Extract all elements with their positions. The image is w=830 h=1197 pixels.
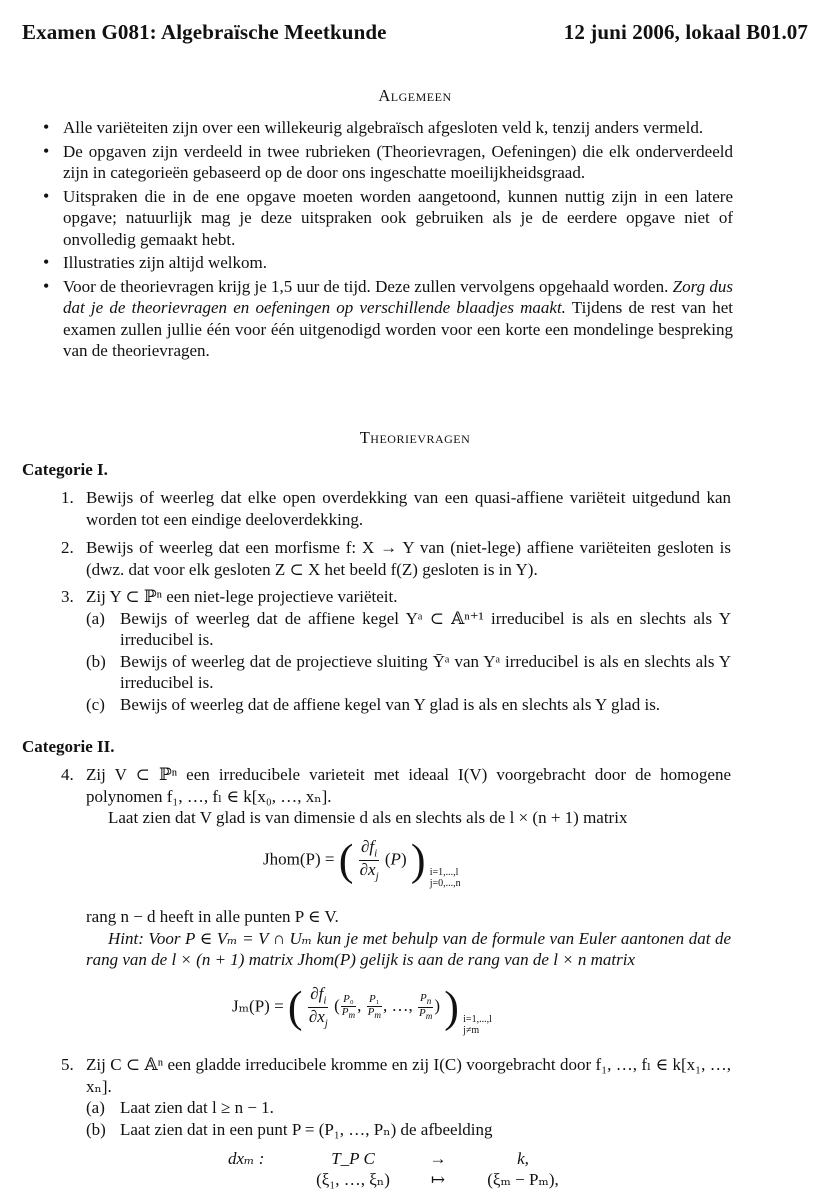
map-element: (ξ₁, …, ξₙ) — [316, 1170, 390, 1189]
category-2-heading: Categorie II. — [22, 737, 115, 756]
subquestion-3b — [86, 651, 731, 694]
subquestion-text: Bewijs of weerleg dat de projectieve sluiting Ȳᵃ van Yᵃ irreducibel is als en slechts als Y irreducibel is. — [120, 651, 731, 692]
index-range: i=1,...,l — [463, 1014, 492, 1026]
formula-lhs: Jhom(P) = — [263, 849, 335, 869]
subquestion-label: (b) — [86, 1119, 106, 1139]
partial-fraction: $\frac{\partial f_i}{\partial x_j}$ — [308, 984, 328, 1030]
right-paren: ) — [410, 835, 426, 885]
general-heading: Algemeen — [378, 86, 452, 105]
subquestion-3a — [86, 608, 731, 651]
right-paren: ) — [444, 982, 459, 1032]
general-item: • Uitspraken die in de ene opgave moeten worden aangetoond, kunnen nuttig zijn in een latere opgave; natuurlijk mag je deze uitspraken ook gebruiken als je de eerdere opgave niet of onvolledig gemaakt hebt. — [63, 186, 733, 251]
dxm-map — [228, 1148, 578, 1190]
question-5 — [61, 1054, 731, 1140]
formula-arg: (P) — [384, 849, 407, 869]
subquestion-label: (a) — [86, 1098, 105, 1117]
general-item: • Alle variëteiten zijn over een willekeurig algebraïsch afgesloten veld k, tenzij anders vermeld. — [63, 117, 733, 139]
exam-date-location: 12 juni 2006, lokaal B01.07 — [563, 20, 808, 44]
index-range: j=0,...,n — [429, 878, 461, 890]
subquestion-text: Laat zien dat in een punt P = (P₁, …, Pₙ) de afbeelding — [120, 1119, 493, 1139]
theory-heading: Theorievragen — [359, 428, 471, 447]
formula-lhs: Jₘ(P) = — [232, 996, 284, 1016]
question-hint: Hint: Voor P ∈ Vₘ = V ∩ Uₘ kun je met behulp van de formule van Euler aantonen dat de rang van de l × (n + 1) matrix Jhom(P) gelijk is aan de rang van de l × n matrix — [86, 928, 731, 969]
index-range: i=1,...,l — [429, 867, 459, 879]
question-text: Bewijs of weerleg dat elke open overdekking van een quasi-affiene variëteit uitgedund kan worden tot een eindige deeloverdekking. — [86, 488, 731, 529]
index-range: j≠m — [463, 1025, 480, 1037]
general-item: • De opgaven zijn verdeeld in twee rubrieken (Theorievragen, Oefeningen) die elk onderverdeeld zijn in categorieën gebaseerd op de door ons ingeschatte moeilijkheidsgraad. — [63, 141, 733, 184]
subquestion-3c — [86, 694, 731, 716]
question-3 — [61, 586, 731, 715]
question-text: Zij C ⊂ 𝔸ⁿ een gladde irreducibele kromme en zij I(C) voorgebracht door f₁, …, fₗ ∈ k[x₁, …, xₙ]. — [86, 1055, 731, 1096]
general-item-text: Tijdens de rest van het examen zullen jullie één voor één uitgenodigd worden voor een korte een mondelinge bespreking van de theorievragen. — [63, 298, 733, 360]
question-1 — [61, 487, 731, 530]
general-item-text: Voor de theorievragen krijg je 1,5 uur de tijd. Deze zullen vervolgens opgehaald worden. — [63, 276, 669, 296]
map-arrow: → — [429, 1149, 447, 1168]
question-text: Zij V ⊂ ℙⁿ een irreducibele varieteit met ideaal I(V) voorgebracht door de homogene polynomen f₁, …, fₗ ∈ k[x₀, …, xₙ]. — [86, 765, 731, 806]
subquestion-label: (c) — [86, 694, 105, 714]
map-image: (ξₘ − Pₘ), — [487, 1170, 559, 1189]
question-text: Zij Y ⊂ ℙⁿ een niet-lege projectieve variëteit. — [86, 587, 398, 606]
formula-indices — [463, 1014, 492, 1036]
general-list — [63, 117, 733, 364]
partial-fraction: $\frac{\partial f_i}{\partial x_j}$ — [359, 837, 379, 883]
course-title: Examen G081: Algebraïsche Meetkunde — [22, 20, 387, 44]
subquestion-5a — [86, 1097, 731, 1119]
subquestion-text: Laat zien dat l ≥ n − 1. — [120, 1098, 274, 1117]
question-text: Bewijs of weerleg dat een morfisme f: X → Y van (niet-lege) affiene variëteiten gesloten is (dwz. dat voor elk gesloten Z ⊂ X het beeld f(Z) gesloten is in Y). — [86, 538, 731, 579]
jhom-formula — [263, 835, 461, 890]
formula-arg: ( $\frac{\text{P₀}}{P_m}$ , $\frac{\text{P₁}}{P_m}$ , …, $\frac{P_n}{P_m}$ ) — [334, 992, 440, 1022]
question-number: 5. — [61, 1055, 74, 1074]
question-text: rang n − d heeft in alle punten P ∈ V. — [86, 907, 339, 926]
left-paren: ( — [338, 835, 354, 885]
subquestion-5b — [86, 1119, 731, 1141]
jm-formula — [232, 982, 492, 1037]
map-mapsto: ↦ — [430, 1170, 446, 1189]
question-4-continued — [86, 906, 731, 971]
subquestion-label: (a) — [86, 608, 105, 628]
subquestion-text: Bewijs of weerleg dat de affiene kegel van Y glad is als en slechts als Y glad is. — [120, 694, 661, 714]
question-number: 2. — [61, 538, 74, 557]
subquestion-text: Bewijs of weerleg dat de affiene kegel Yᵃ ⊂ 𝔸ⁿ⁺¹ irreducibel is als en slechts als Y irreducibel is. — [120, 608, 731, 649]
question-number: 4. — [61, 765, 74, 784]
category-1-heading: Categorie I. — [22, 460, 108, 479]
exam-header — [22, 20, 808, 45]
left-paren: ( — [287, 982, 303, 1032]
general-item: • Illustraties zijn altijd welkom. — [63, 252, 733, 274]
subquestion-label: (b) — [86, 651, 106, 671]
question-number: 3. — [61, 587, 74, 606]
map-codomain: k, — [517, 1149, 529, 1168]
question-text: Laat zien dat V glad is van dimensie d als en slechts als de l × (n + 1) matrix — [108, 808, 628, 827]
formula-indices — [430, 867, 461, 889]
question-4 — [61, 764, 731, 829]
map-domain: T_P C — [331, 1149, 375, 1168]
map-name: dxₘ : — [228, 1149, 265, 1168]
general-item-emphasis: Zorg dus dat je de theorievragen en oefeningen op verschillende blaadjes maakt. — [63, 276, 733, 317]
question-number: 1. — [61, 488, 74, 507]
general-item — [63, 276, 733, 362]
question-2 — [61, 537, 731, 580]
